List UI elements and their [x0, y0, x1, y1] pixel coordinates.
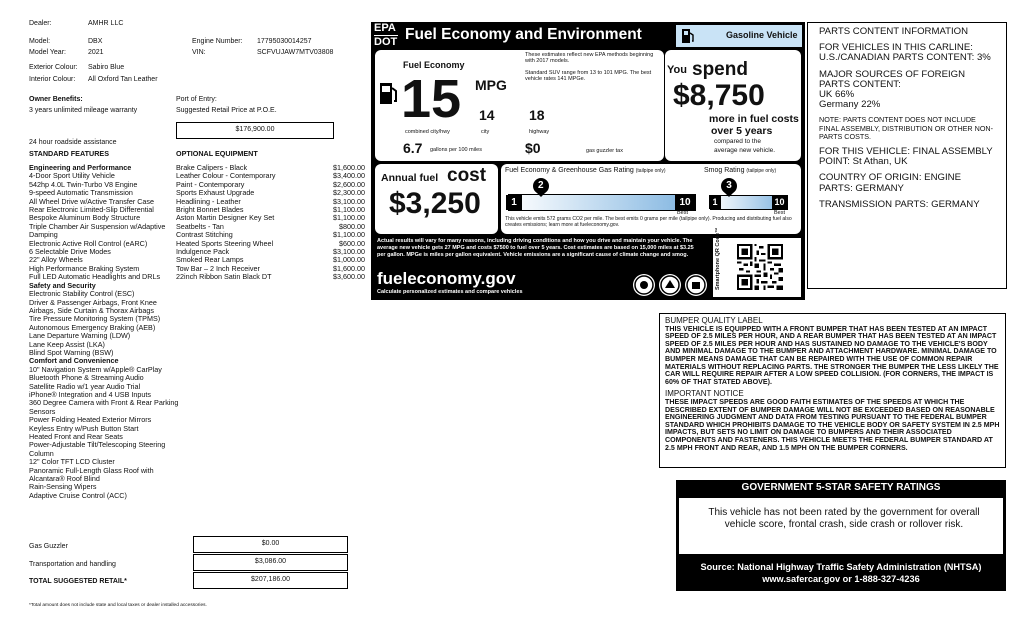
ghg-best-label: Best — [677, 210, 689, 216]
epa-title: Fuel Economy and Environment — [405, 26, 642, 43]
feature-item: Lane Keep Assist (LKA) — [29, 339, 105, 349]
city-label: city — [481, 129, 490, 135]
bumper-quality-panel — [659, 313, 1006, 468]
poe-price-box: $176,900.00 — [176, 122, 334, 139]
feature-item: High Performance Braking System — [29, 263, 140, 273]
dot-seal-icon — [659, 274, 681, 296]
parts-foreign-germany: Germany 22% — [819, 99, 881, 111]
bumper-title: BUMPER QUALITY LABEL — [665, 316, 763, 325]
option-price: $2,600.00 — [333, 179, 365, 189]
gas-guzzler-tax-label: gas guzzler tax — [586, 148, 623, 154]
epa-method-note: These estimates reflect new EPA methods beginning with 2017 models. — [525, 52, 654, 64]
engine-label: Engine Number: — [192, 38, 243, 45]
interior-value: All Oxford Tan Leather — [88, 76, 158, 83]
standard-features-list — [29, 164, 179, 500]
epa-logo-top: EPA — [374, 22, 396, 34]
smog-scale-min: 1 — [709, 195, 721, 209]
mpg-unit: MPG — [475, 77, 507, 93]
option-price: $800.00 — [339, 221, 365, 231]
feature-item: Panoramic Full-Length Glass Roof with — [29, 465, 154, 475]
epa-label — [371, 22, 805, 300]
option-name: Sports Exhaust Upgrade — [176, 188, 255, 198]
feature-item: iPhone® Integration and 4 USB Inputs — [29, 389, 151, 399]
smog-rating-pointer — [724, 192, 734, 197]
year-value: 2021 — [88, 49, 104, 56]
feature-item: Satellite Radio w/1 year Audio Trial — [29, 381, 141, 391]
gallons-per-100: 6.7 — [403, 140, 423, 156]
spend-line-3: compared to the — [714, 138, 761, 145]
option-name: 22inch Ribbon Satin Black DT — [176, 272, 272, 282]
parts-note: NOTE: PARTS CONTENT DOES NOT INCLUDE FINAL ASSEMBLY, DISTRIBUTION OR OTHER NON-PARTS COSTS. — [819, 115, 993, 141]
option-price: $3,100.00 — [333, 247, 365, 257]
ghg-subtitle: (tailpipe only) — [635, 168, 666, 174]
annual-cost-amount: $3,250 — [389, 187, 481, 220]
feature-item: Electronic Active Roll Control (eARC) — [29, 238, 148, 248]
feature-item: 6 Selectable Drive Modes — [29, 247, 111, 257]
parts-carline-content: FOR VEHICLES IN THIS CARLINE: U.S./CANADIAN PARTS CONTENT: 3% — [819, 42, 991, 64]
bumper-notice: THESE IMPACT SPEEDS ARE GOOD FAITH ESTIMATES OF THE SPEEDS AT WHICH THE DESCRIBED EXTENT OF BUMPER DAMAGE WILL NOT BE EXCEEDED BASED ON REASONABLE ENGINEERING JUDGMENT AND DATA FROM TESTING PURSUANT TO THE FEDERAL BUMPER STANDARD WHICH PROHIBITS DAMAGE TO THE VEHICLE BODY OR SAFETY SYSTEM IN 2.5 MPH IMPACTS, BUT SETS NO LIMIT ON DAMAGE TO BUMPERS AND THEIR ASSOCIATED COMPONENTS AND FASTENERS. THIS VEHICLE MEETS THE FEDERAL BUMPER STANDARD AT 2.5 MPH FRONT AND REAR, AND 1.5 MPH ON THE BUMPER CORNERS. — [665, 397, 1000, 452]
option-price: $1,600.00 — [333, 263, 365, 273]
option-price: $600.00 — [339, 238, 365, 248]
safety-title: GOVERNMENT 5-STAR SAFETY RATINGS — [741, 482, 941, 493]
option-name: Brake Calipers - Black — [176, 163, 248, 172]
fuel-pump-icon — [681, 28, 695, 49]
option-name: Headlining - Leather — [176, 196, 241, 206]
feature-item: 542hp 4.0L Twin-Turbo V8 Engine — [29, 179, 138, 189]
you-label: You — [667, 64, 687, 76]
feature-item: Rear Electronic Limited-Slip Differential — [29, 205, 154, 215]
gas-guzzler-tax: $0 — [525, 140, 541, 156]
feature-item: All Wheel Drive w/Active Transfer Case — [29, 196, 155, 206]
option-price: $3,100.00 — [333, 196, 365, 206]
feature-item: Power Folding Heated Exterior Mirrors — [29, 415, 152, 425]
feature-item: Sensors — [29, 406, 56, 416]
parts-country-origin: COUNTRY OF ORIGIN: ENGINE PARTS: GERMANY — [819, 172, 961, 194]
option-name: Heated Sports Steering Wheel — [176, 238, 274, 248]
option-name: Leather Colour - Contemporary — [176, 171, 276, 181]
parts-foreign-title: MAJOR SOURCES OF FOREIGN PARTS CONTENT: — [819, 68, 966, 90]
safety-ratings-panel — [676, 480, 1006, 591]
combined-mpg: 15 — [401, 69, 462, 129]
feature-group-heading: Safety and Security — [29, 280, 96, 290]
fuel-economy-title: Fuel Economy — [403, 60, 465, 70]
port-of-entry-title: Port of Entry: — [176, 96, 217, 103]
feature-item: Lane Departure Warning (LDW) — [29, 331, 131, 341]
feature-item: Power-Adjustable Tilt/Telescoping Steering — [29, 440, 166, 450]
qr-code-icon[interactable] — [737, 244, 783, 295]
option-price: $1,100.00 — [333, 205, 365, 215]
feature-item: 12" Color TFT LCD Cluster — [29, 457, 115, 467]
interior-label: Interior Colour: — [29, 76, 76, 83]
epa-seal-icon — [633, 274, 655, 296]
parts-content-panel — [807, 22, 1007, 289]
option-price: $1,100.00 — [333, 230, 365, 240]
parts-transmission: TRANSMISSION PARTS: GERMANY — [819, 198, 980, 210]
feature-item: 10" Navigation System w/Apple® CarPlay — [29, 364, 162, 374]
option-name: Bright Bonnet Blades — [176, 205, 244, 215]
fuel-economy-panel — [375, 50, 664, 161]
fueleconomy-link[interactable]: fueleconomy.gov — [377, 269, 516, 288]
vin-label: VIN: — [192, 49, 206, 56]
smog-scale-max: 10 — [772, 195, 787, 209]
safety-body-box — [679, 498, 1003, 554]
dealer-value: AMHR LLC — [88, 20, 124, 27]
footnote: *Total amount does not include state and local taxes or dealer installed accessories. — [29, 603, 207, 608]
option-price: $3,600.00 — [333, 272, 365, 282]
feature-item: 9-speed Automatic Transmission — [29, 188, 133, 198]
bumper-notice-title: IMPORTANT NOTICE — [665, 389, 744, 399]
qr-panel — [713, 227, 801, 297]
dealer-label: Dealer: — [29, 20, 52, 27]
feature-item: Driver & Passenger Airbags, Front Knee — [29, 297, 157, 307]
exterior-value: Sabiro Blue — [88, 64, 125, 71]
you-spend-panel — [665, 50, 801, 161]
annual-fuel-label: Annual fuel — [381, 172, 439, 184]
feature-item: Keyless Entry w/Push Button Start — [29, 423, 139, 433]
total-value: $207,186.00 — [193, 572, 348, 589]
feature-item: Autonomous Emergency Braking (AEB) — [29, 322, 156, 332]
highway-label: highway — [529, 129, 550, 135]
option-price: $1,600.00 — [333, 163, 365, 172]
feature-item: Triple Chamber Air Suspension w/Adaptive — [29, 221, 166, 231]
exterior-label: Exterior Colour: — [29, 64, 78, 71]
feature-item: Adaptive Cruise Control (ACC) — [29, 490, 127, 500]
fuel-pump-large-icon — [379, 80, 399, 111]
model-label: Model: — [29, 38, 51, 45]
feature-item: Damping — [29, 230, 58, 240]
smog-best-label: Best — [774, 210, 786, 216]
ghg-scale-min: 1 — [506, 195, 522, 210]
fuel-type-label: Gasoline Vehicle — [726, 30, 798, 40]
dot-logo-bottom: DOT — [374, 36, 398, 48]
option-price: $1,100.00 — [333, 213, 365, 223]
spend-line-4: average new vehicle. — [714, 147, 776, 154]
city-mpg: 14 — [479, 107, 495, 123]
ghg-scale-max: 10 — [675, 195, 695, 210]
ghg-rating-pointer — [536, 192, 546, 197]
option-name: Tow Bar – 2 Inch Receiver — [176, 263, 260, 273]
owner-benefits-roadside: 24 hour roadside assistance — [29, 139, 117, 146]
feature-item: Blind Spot Warning (BSW) — [29, 347, 114, 357]
option-name: Paint - Contemporary — [176, 179, 245, 189]
feature-item: Airbags, Side Curtain & Thorax Airbags — [29, 305, 154, 315]
year-label: Model Year: — [29, 49, 66, 56]
optional-equipment-title: OPTIONAL EQUIPMENT — [176, 149, 258, 158]
suv-range-note: Standard SUV range from 13 to 101 MPG. The best vehicle rates 141 MPGe. — [525, 70, 652, 82]
owner-benefits-title: Owner Benefits: — [29, 96, 83, 103]
transport-label: Transportation and handling — [29, 561, 116, 568]
port-of-entry-subtitle: Suggested Retail Price at P.O.E. — [176, 107, 277, 114]
vin-value: SCFVUJAW7MTV03808 — [257, 49, 334, 56]
option-name: Smoked Rear Lamps — [176, 255, 244, 265]
spend-label: spend — [692, 59, 748, 80]
feature-item: Full LED Automatic Headlights and DRLs — [29, 272, 161, 282]
gas-guzzler-label: Gas Guzzler — [29, 543, 68, 550]
safety-body: This vehicle has not been rated by the government for overall vehicle score, frontal crash, side crash or rollover risk. — [708, 507, 980, 530]
engine-value: 17795030014257 — [257, 38, 312, 45]
option-price: $3,400.00 — [333, 171, 365, 181]
safety-contact[interactable]: www.safercar.gov or 1-888-327-4236 — [762, 574, 920, 584]
qr-label: Smartphone QR Code™ — [715, 227, 721, 290]
ghg-rating-marker: 2 — [533, 178, 549, 194]
option-price: $2,300.00 — [333, 188, 365, 198]
highway-mpg: 18 — [529, 107, 545, 123]
owner-benefits-warranty: 3 years unlimited mileage warranty — [29, 107, 138, 114]
feature-group-heading: Comfort and Convenience — [29, 356, 119, 366]
spend-line-1: more in fuel costs — [709, 113, 799, 125]
safety-source: Source: National Highway Traffic Safety Administration (NHTSA) — [700, 562, 982, 572]
parts-final-assembly: FOR THIS VEHICLE: FINAL ASSEMBLY POINT: St Athan, UK — [819, 146, 993, 168]
smog-title — [704, 167, 776, 174]
feature-item: Heated Front and Rear Seats — [29, 432, 123, 441]
feature-item: Bluetooth Phone & Streaming Audio — [29, 373, 144, 383]
total-label: TOTAL SUGGESTED RETAIL* — [29, 578, 127, 585]
combined-label: combined city/hwy — [405, 129, 450, 135]
feature-item: 22" Alloy Wheels — [29, 255, 83, 265]
parts-foreign-uk: UK 66% — [819, 89, 855, 101]
feature-group-heading: Engineering and Performance — [29, 163, 132, 172]
smog-rating-marker: 3 — [721, 178, 737, 194]
bumper-body: THIS VEHICLE IS EQUIPPED WITH A FRONT BUMPER THAT HAS BEEN TESTED AT AN IMPACT SPEED OF 2.5 MILES PER HOUR, AND A REAR BUMPER THAT HAS BEEN TESTED AT AN IMPACT SPEED OF 2.5 MILES PER HOUR AND HAS SUSTAINED NO DAMAGE TO THE VEHICLE'S BODY AND MINIMAL DAMAGE TO THE BUMPER AND ATTACHMENT HARDWARE. MINIMAL DAMAGE TO BUMPER MEANS DAMAGE THAT CAN BE REPAIRED WITH THE USE OF COMMON REPAIR MATERIALS WITHOUT REPLACING PARTS. THE STRONGER THE BUMPER THE LESS LIKELY THE CAR WILL REQUIRE REPAIR AFTER A LOW SPEED COLLISION. (FOR CORNERS, THE IMPACT IS 60% OF THAT STATED ABOVE). — [665, 324, 999, 386]
feature-item: Column — [29, 448, 54, 458]
epa-disclaimer: Actual results will vary for many reasons, including driving conditions and how you drive and maintain your vehicle. The average new vehicle gets 27 MPG and costs $7500 to fuel over 5 years. Cost estimates are based on 15,000 miles at $3.25 per gallon. MPGe is miles per gallon equivalent. Vehicle emissions are a significant cause of climate change and smog. — [377, 238, 694, 258]
spend-line-2: over 5 years — [711, 125, 773, 137]
option-name: Aston Martin Designer Key Set — [176, 213, 275, 223]
feature-item: 360 Degree Camera with Front & Rear Parking — [29, 398, 179, 408]
ghg-title-text: Fuel Economy & Greenhouse Gas Rating — [505, 167, 634, 174]
feature-item: Alcantara® Roof Blind — [29, 474, 100, 484]
ghg-smog-panel — [501, 164, 801, 234]
fueleconomy-subtitle: Calculate personalized estimates and compare vehicles — [377, 289, 523, 295]
optional-equipment-prices — [300, 164, 365, 282]
feature-item: Electronic Stability Control (ESC) — [29, 289, 135, 299]
model-value: DBX — [88, 38, 103, 45]
gallons-per-100-label: gallons per 100 miles — [430, 147, 482, 153]
cost-label: cost — [447, 165, 487, 186]
transport-value: $3,086.00 — [193, 554, 348, 571]
feature-item: Bespoke Aluminum Body Structure — [29, 213, 141, 223]
standard-features-title: STANDARD FEATURES — [29, 149, 109, 158]
spend-amount: $8,750 — [673, 79, 765, 112]
option-name: Contrast Stitching — [176, 230, 233, 240]
parts-title: PARTS CONTENT INFORMATION — [819, 26, 969, 37]
ghg-title — [505, 167, 666, 174]
smog-subtitle: (tailpipe only) — [746, 168, 777, 174]
smog-title-text: Smog Rating — [704, 167, 745, 174]
option-name: Indulgence Pack — [176, 247, 230, 257]
annual-cost-panel — [375, 164, 498, 234]
gas-guzzler-value: $0.00 — [193, 536, 348, 553]
energy-seal-icon — [685, 274, 707, 296]
co2-emissions-text: This vehicle emits 572 grams CO2 per mile. The best emits 0 grams per mile (tailpipe only). Producing and distributing fuel also creates emissions; learn more at fueleconomy.gov. — [505, 216, 792, 228]
option-price: $1,000.00 — [333, 255, 365, 265]
feature-item: 4-Door Sport Utility Vehicle — [29, 171, 115, 181]
feature-item: Rain-Sensing Wipers — [29, 482, 97, 492]
fuel-type-banner — [676, 25, 802, 47]
feature-item: Tire Pressure Monitoring System (TPMS) — [29, 314, 161, 324]
option-name: Seatbelts - Tan — [176, 221, 224, 231]
